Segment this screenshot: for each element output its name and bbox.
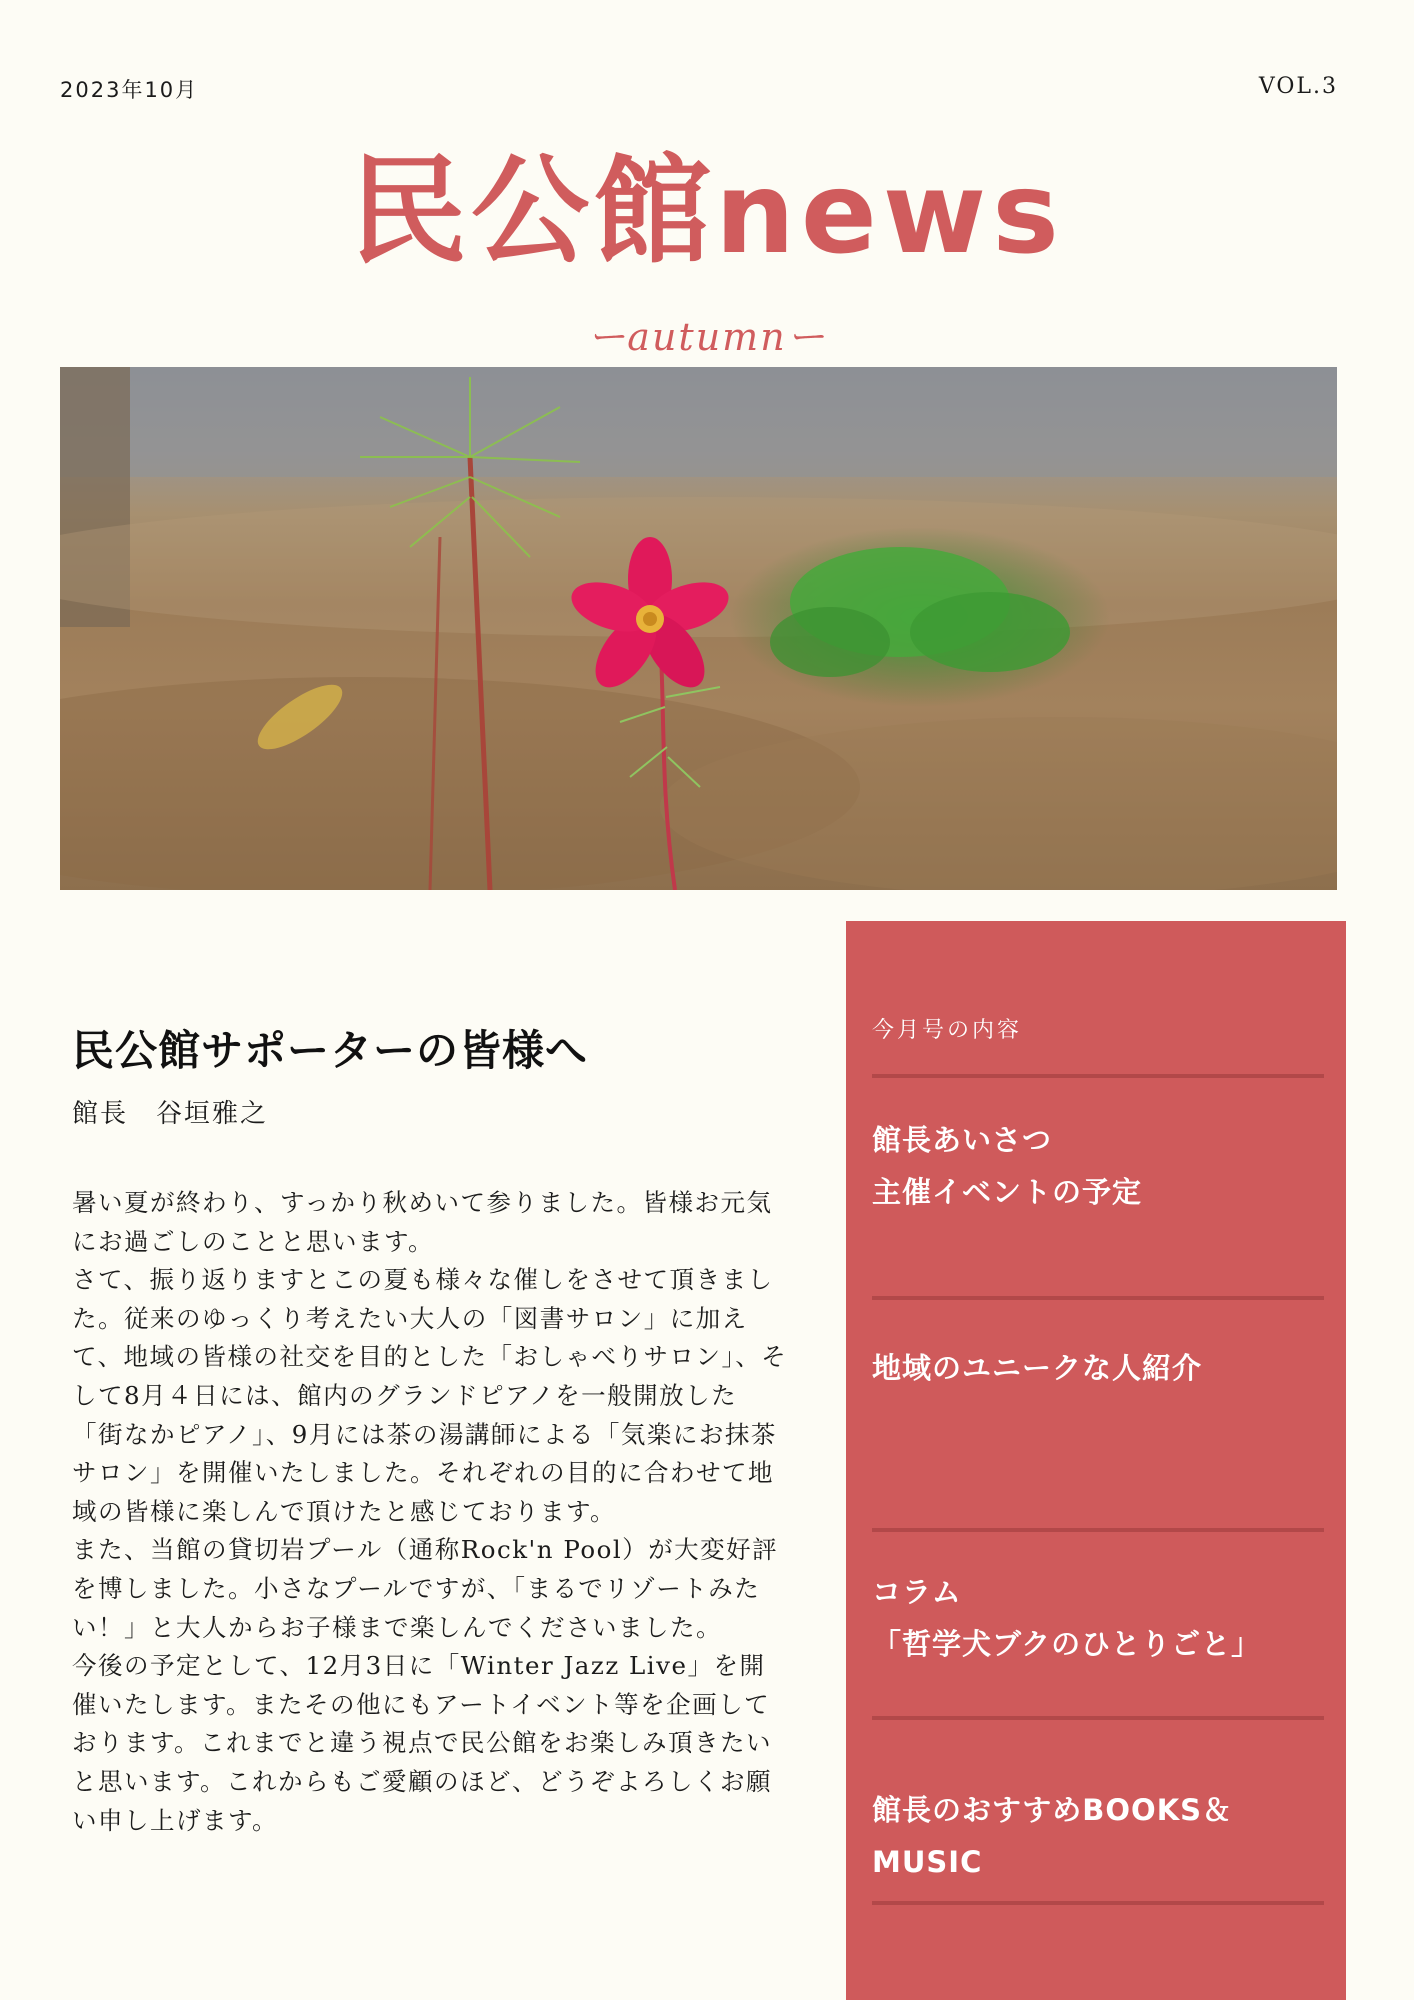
article-paragraph: また、当館の貸切岩プール（通称Rock'n Pool）が大変好評を博しました。小さなプールですが、「まるでリゾートみたい！」と大人からお子様まで楽しんでくださいました。 [72,1535,779,1642]
contents-item-line: コラム [872,1575,962,1609]
hero-photo-cosmos [60,367,1337,890]
contents-item-line: 館長のおすすめBOOKS＆ [872,1793,1233,1827]
article-paragraph: さて、振り返りますとこの夏も様々な催しをさせて頂きました。従来のゆっくり考えたい大人の「図書サロン」に加えて、地域の皆様の社交を目的とした「おしゃべりサロン」、そして8月４日には、館内のグランドピアノを一般開放した「街なかピアノ」、9月には茶の湯講師による「気楽にお抹茶サロン」を開催いたしました。それぞれの目的に合わせて地域の皆様に楽しんで頂けたと感じております。 [72,1265,788,1526]
issue-date: 2023年10月 [60,78,199,102]
title-latin: news [715,149,1065,279]
contents-sidebar [846,921,1346,2000]
contents-item-line: 主催イベントの予定 [872,1175,1143,1209]
title-jp: 民公館 [349,142,716,280]
contents-item-line: 館長あいさつ [872,1123,1053,1157]
contents-item-line: 地域のユニークな人紹介 [872,1351,1203,1385]
article-paragraph: 暑い夏が終わり、すっかり秋めいて参りました。皆様お元気にお過ごしのことと思います。 [72,1188,773,1256]
contents-item-people[interactable] [872,1342,1202,1394]
contents-item-line: MUSIC [872,1845,983,1879]
contents-heading: 今月号の内容 [872,1018,1023,1043]
article-title: 民公館サポーターの皆様へ [72,1026,589,1075]
divider [872,1901,1324,1905]
divider [872,1716,1324,1720]
divider [872,1074,1324,1078]
contents-item-line: 「哲学犬ブクのひとりごと」 [872,1627,1262,1661]
newsletter-subtitle: ーautumnー [587,315,827,359]
article-author: 館長 谷垣雅之 [72,1099,269,1129]
article-paragraph: 今後の予定として、12月3日に「Winter Jazz Live」を開催いたします。またその他にもアートイベント等を企画しております。これまでと違う視点で民公館をお楽しみ頂きたいと思います。これからもご愛顧のほど、どうぞよろしくお願い申し上げます。 [72,1651,773,1835]
volume-number: VOL.3 [1258,74,1338,99]
contents-item-greeting[interactable] [872,1114,1142,1218]
divider [872,1528,1324,1532]
contents-item-column[interactable] [872,1566,1261,1670]
divider [872,1296,1324,1300]
newsletter-title [0,142,1414,280]
contents-item-recommendations[interactable] [872,1784,1232,1888]
article-body [72,1184,788,1840]
